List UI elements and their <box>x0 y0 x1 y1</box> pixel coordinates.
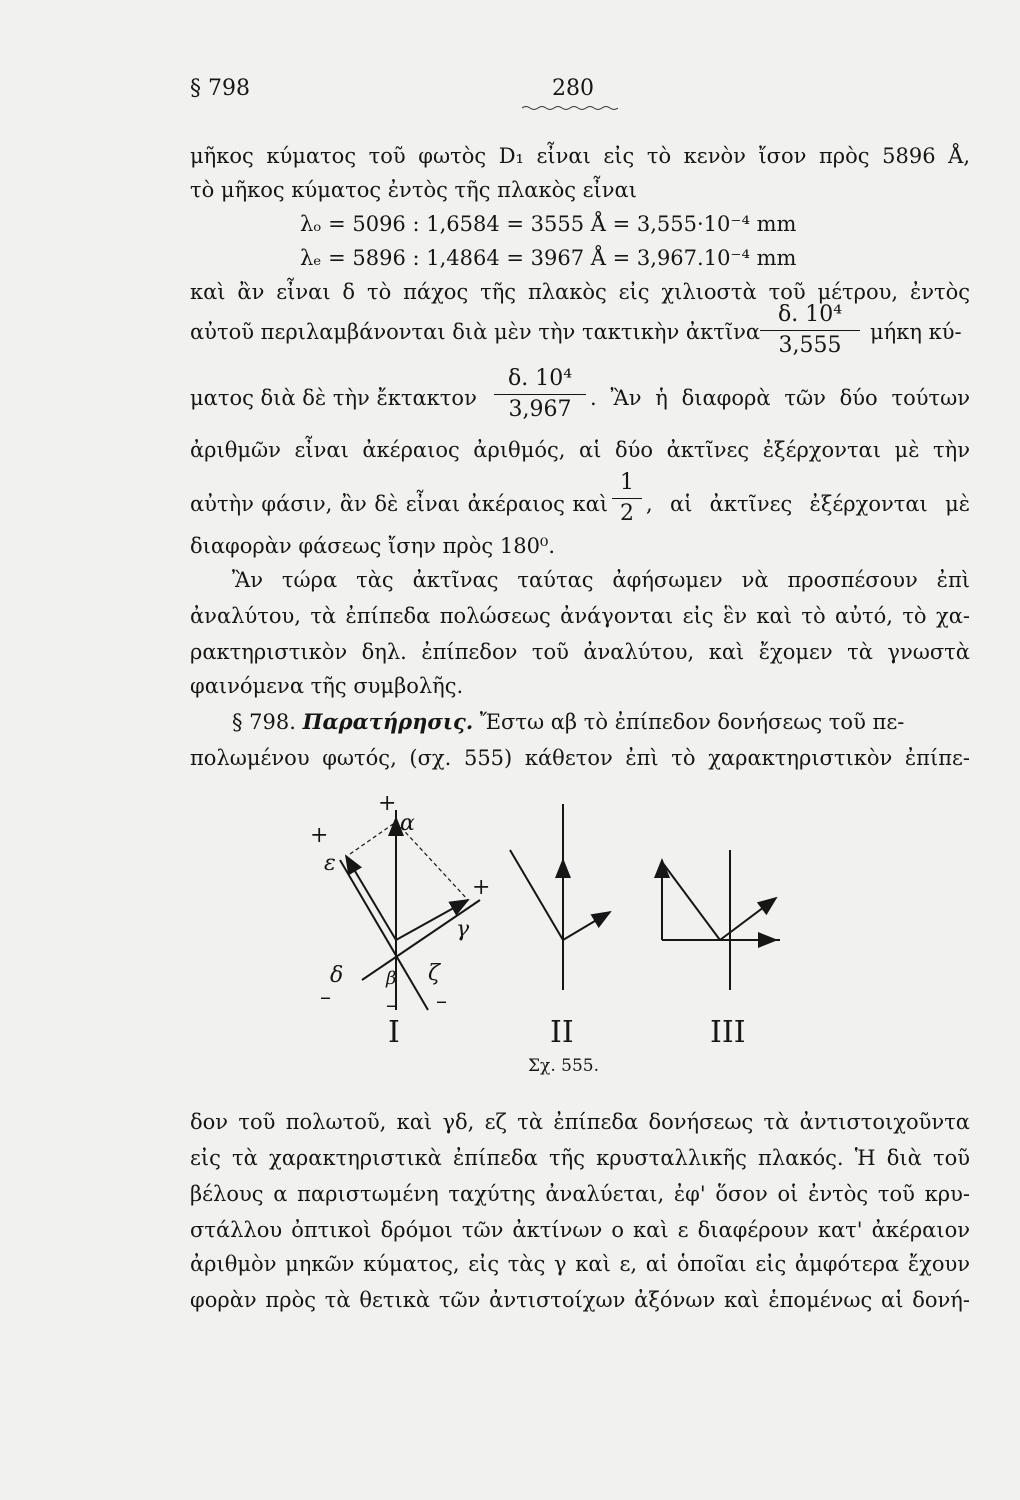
label-gamma: γ <box>456 917 470 942</box>
text-line: βέλους α παριστωμένη ταχύτης ἀναλύεται, ἐφ' ὅσον οἱ ἐντὸς τοῦ κρυ- <box>190 1182 970 1206</box>
label-minus-bottom: – <box>386 993 397 1018</box>
roman-numeral-i: I <box>388 1015 400 1050</box>
vector-iii-c <box>720 898 776 940</box>
text-line: ἀναλύτου, τὰ ἐπίπεδα πολώσεως ἀνάγονται εἰς ἓν καὶ τὸ αὐτό, τὸ χα- <box>190 604 970 628</box>
label-plus-right: + <box>472 875 491 900</box>
figure-555 <box>300 790 800 1050</box>
text-line: στάλλου ὀπτικοὶ δρόμοι τῶν ἀκτίνων ο καὶ ε διαφέρουν κατ' ἀκέραιον <box>190 1218 970 1242</box>
text-line: ματος διὰ δὲ τὴν ἔκτακτον <box>190 386 477 410</box>
text-line: μήκη κύ- <box>870 320 962 344</box>
roman-numeral-iii: III <box>710 1015 746 1050</box>
text-line: Ἂν τώρα τὰς ἀκτῖνας ταύτας ἀφήσωμεν νὰ προσπέσουν ἐπὶ <box>232 568 970 592</box>
label-epsilon: ε <box>324 851 336 876</box>
vector-epsilon <box>346 856 396 940</box>
label-plus-top: + <box>378 791 397 816</box>
label-minus-left: – <box>320 985 331 1010</box>
text-line: , αἱ ἀκτῖνες ἐξέρχονται μὲ <box>646 492 970 516</box>
text-line: τὸ μῆκος κύματος ἐντὸς τῆς πλακὸς εἶναι <box>190 178 637 202</box>
label-zeta: ζ <box>428 961 440 986</box>
text-line: . Ἂν ἡ διαφορὰ τῶν δύο τούτων <box>590 386 970 410</box>
axis-oblique-ii <box>510 850 563 940</box>
label-beta: β <box>386 968 397 989</box>
text-line: ἀριθμῶν εἶναι ἀκέραιος ἀριθμός, αἱ δύο ἀκτῖνες ἐξέρχονται μὲ τὴν <box>190 438 970 462</box>
fraction-extraordinary <box>494 366 586 423</box>
text-line: αὐτοῦ περιλαμβάνονται διὰ μὲν τὴν τακτικὴν ἀκτῖνα <box>190 320 761 344</box>
dashed-projection <box>350 822 396 854</box>
label-delta: δ <box>330 963 344 988</box>
fraction-ordinary <box>760 302 860 359</box>
text-line: καὶ ἂν εἶναι δ τὸ πάχος τῆς πλακὸς εἰς χιλιοστὰ τοῦ μέτρου, ἐντὸς <box>190 280 970 304</box>
text-line: φορὰν πρὸς τὰ θετικὰ τῶν ἀντιστοίχων ἀξόνων καὶ ἑπομένως αἱ δονή- <box>190 1288 970 1312</box>
label-minus-right: – <box>436 989 447 1014</box>
text-line: δον τοῦ πολωτοῦ, καὶ γδ, εζ τὰ ἐπίπεδα δονήσεως τὰ ἀντιστοιχοῦντα <box>190 1110 970 1134</box>
text-line: φαινόμενα τῆς συμβολῆς. <box>190 674 464 698</box>
fraction-denominator: 3,555 <box>778 333 842 358</box>
remark-title: Παρατήρησις. <box>302 709 474 734</box>
section-marker: § 798 <box>190 76 250 101</box>
text-line: διαφορὰν φάσεως ἴσην πρὸς 180⁰. <box>190 534 556 558</box>
page-number: 280 <box>552 76 594 101</box>
text-line: εἰς τὰ χαρακτηριστικὰ ἐπίπεδα τῆς κρυσταλλικῆς πλακός. Ἡ διὰ τοῦ <box>190 1146 970 1170</box>
text-line: πολωμένου φωτός, (σχ. 555) κάθετον ἐπὶ τὸ χαρακτηριστικὸν ἐπίπε- <box>190 746 970 770</box>
text-line: ρακτηριστικὸν δηλ. ἐπίπεδον τοῦ ἀναλύτου, καὶ ἔχομεν τὰ γνωστὰ <box>190 640 970 664</box>
label-alpha: α <box>400 811 415 836</box>
fraction-numerator: δ. 10⁴ <box>777 302 843 327</box>
remark-text: Ἔστω αβ τὸ ἐπίπεδον δονήσεως τοῦ πε- <box>479 710 905 734</box>
roman-numeral-ii: II <box>550 1015 574 1050</box>
fraction-half <box>612 470 642 527</box>
equation-lambda-o: λₒ = 5096 : 1,6584 = 3555 Å = 3,555·10⁻⁴ mm <box>300 212 797 236</box>
text-line: ἀριθμὸν μηκῶν κύματος, εἰς τὰς γ καὶ ε, αἱ ὁποῖαι εἰς ἀμφότερα ἔχουν <box>190 1252 970 1276</box>
fraction-denominator: 2 <box>620 501 634 526</box>
vector-ii-b <box>563 912 610 940</box>
text-line: μῆκος κύματος τοῦ φωτὸς D₁ εἶναι εἰς τὸ κενὸν ἴσον πρὸς 5896 Å, <box>190 144 970 168</box>
label-plus-left: + <box>310 823 329 848</box>
figure-caption: Σχ. 555. <box>528 1056 599 1076</box>
vector-iii-b <box>662 862 720 940</box>
equation-lambda-e: λₑ = 5896 : 1,4864 = 3967 Å = 3,967.10⁻⁴ mm <box>300 246 797 270</box>
text-line: αὐτὴν φάσιν, ἂν δὲ εἶναι ἀκέραιος καὶ <box>190 492 608 516</box>
fraction-numerator: 1 <box>620 470 634 495</box>
axis-epsilon-zeta <box>340 860 428 1010</box>
remark-first-line <box>232 702 970 742</box>
fraction-numerator: δ. 10⁴ <box>507 366 573 391</box>
page-number-ornament <box>520 104 624 112</box>
fraction-denominator: 3,967 <box>508 397 572 422</box>
remark-section: § 798. <box>232 710 296 734</box>
